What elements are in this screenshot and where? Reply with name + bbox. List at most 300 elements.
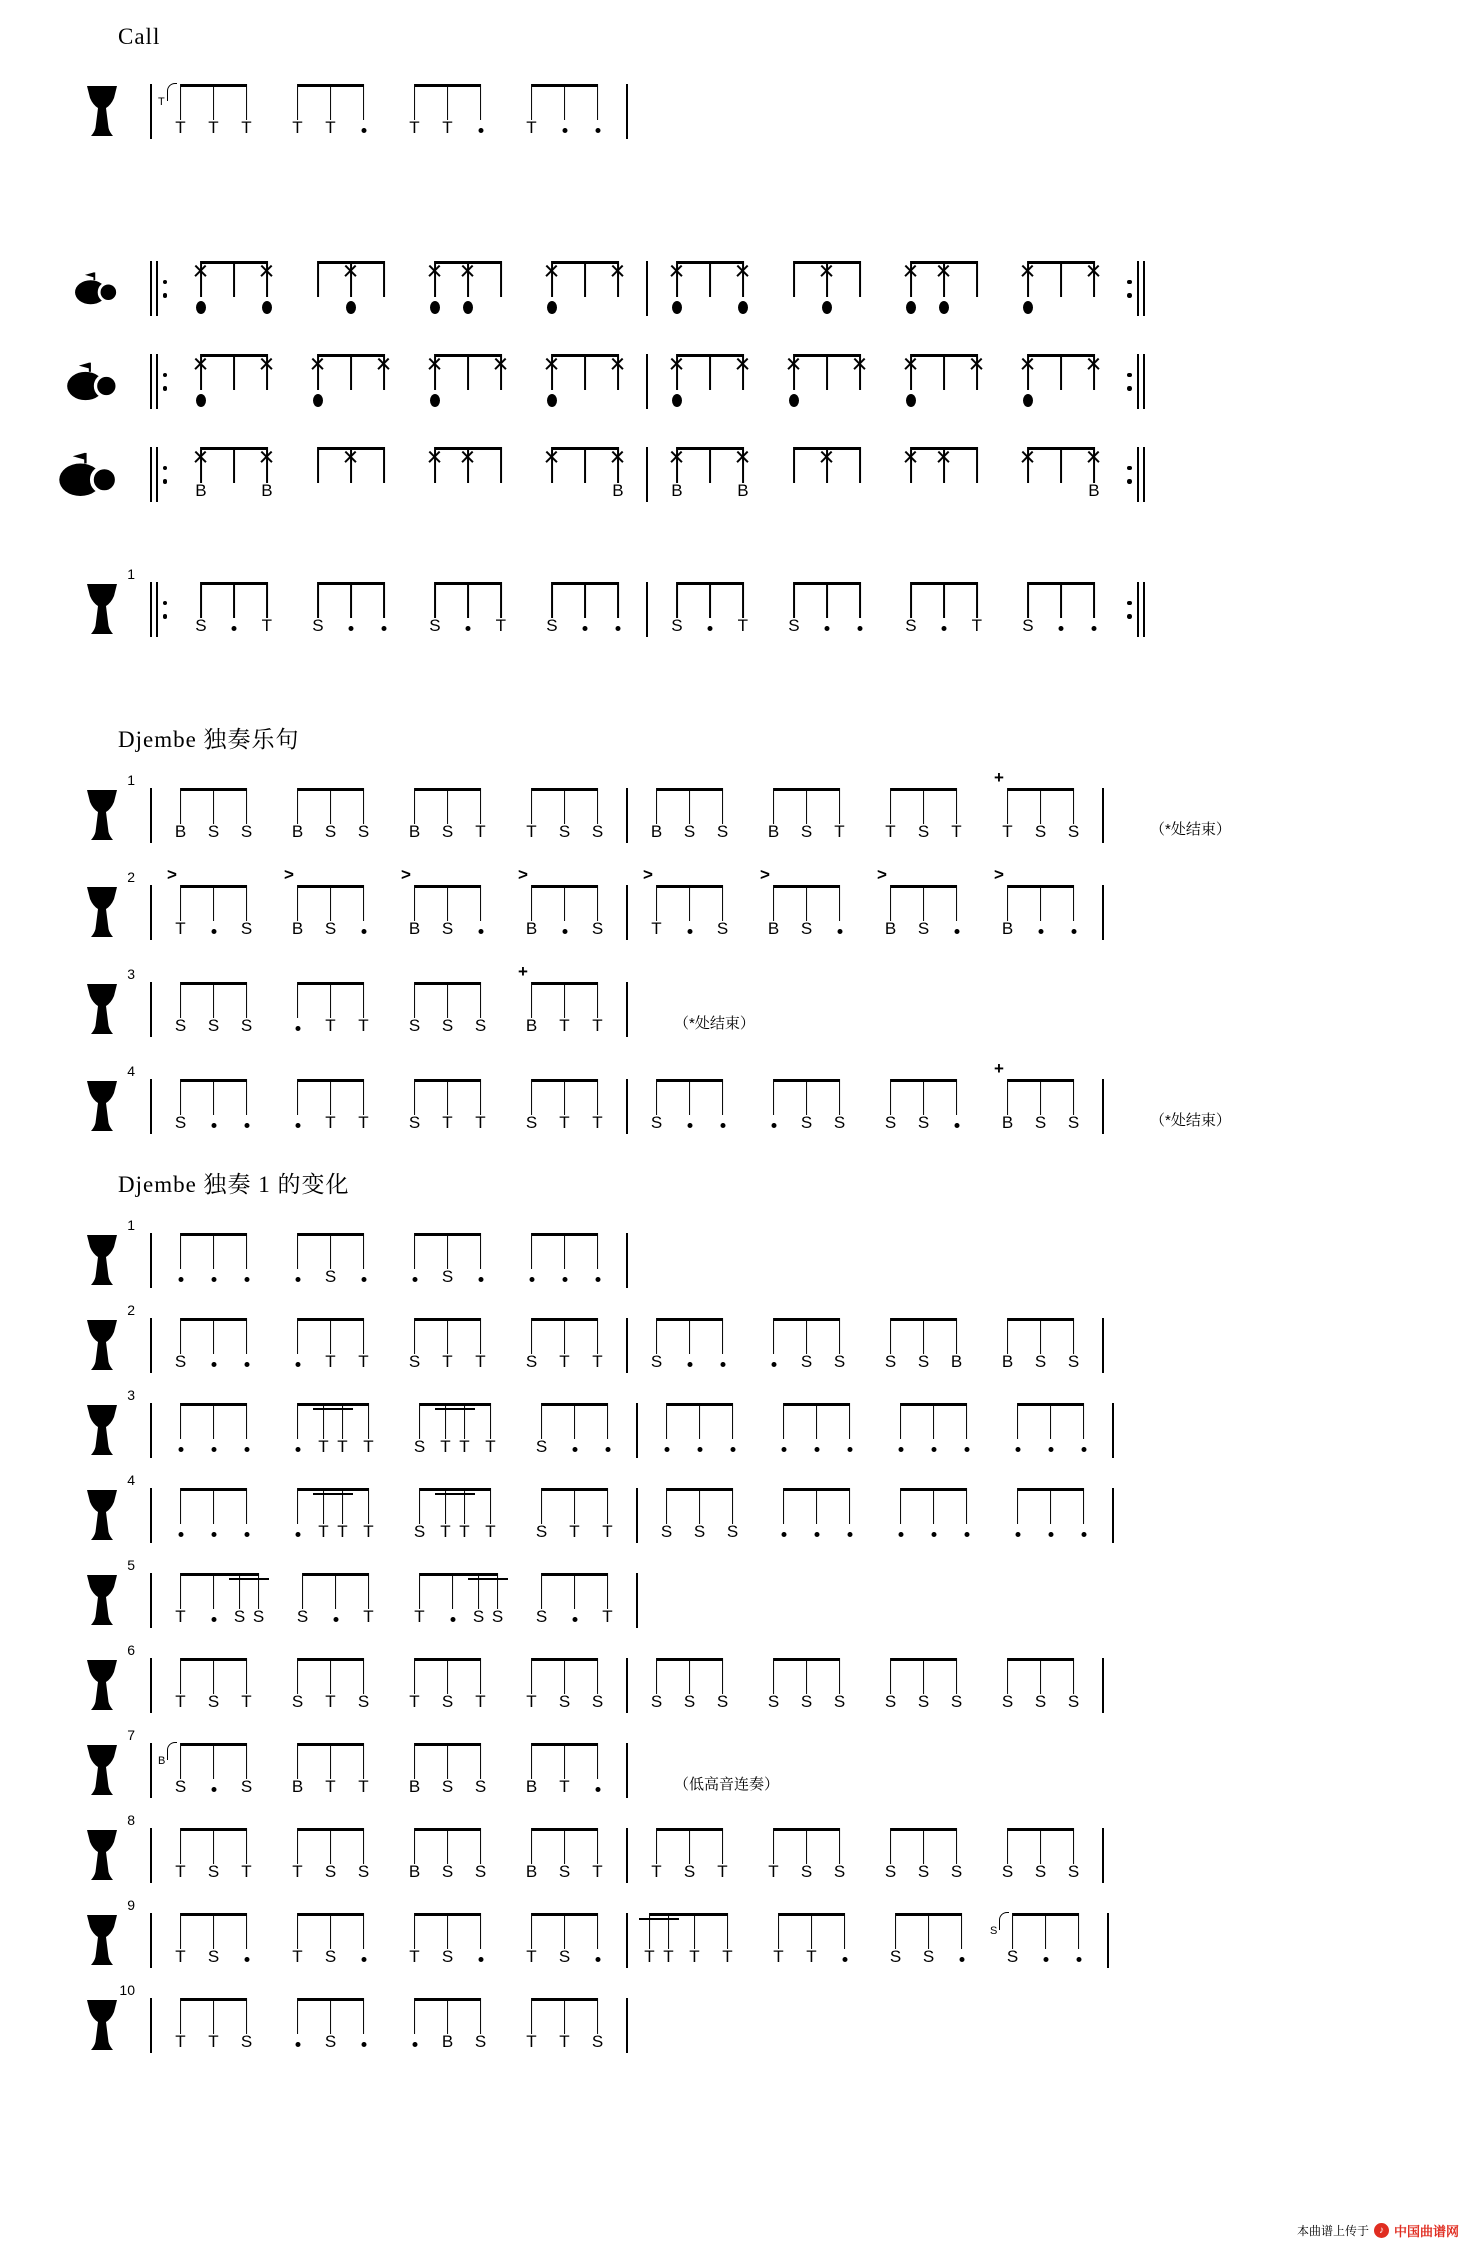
- stem: [447, 1743, 449, 1779]
- note-cell: [927, 447, 960, 502]
- notation-line: [0, 1980, 1477, 2053]
- rest-dot: [842, 1957, 847, 1962]
- stem: [213, 84, 215, 120]
- bell-x-notehead: [1021, 357, 1034, 370]
- beam-group: [403, 1573, 507, 1628]
- stroke-letter: T: [325, 1113, 336, 1132]
- note-cell: [431, 1913, 464, 1968]
- stroke-letter: S: [800, 1113, 813, 1132]
- note-cell: [230, 1913, 263, 1968]
- note-cell: [515, 865, 548, 940]
- stem: [246, 982, 248, 1018]
- rest-dot: [361, 1277, 366, 1282]
- stem: [180, 1573, 182, 1609]
- beam-group: [762, 1913, 861, 1968]
- beam-group: [515, 1998, 614, 2053]
- stroke-letter: S: [1067, 1692, 1080, 1711]
- note-cell: [197, 1318, 230, 1373]
- stroke-letter: T: [363, 1522, 374, 1541]
- note-cell: [431, 1828, 464, 1883]
- stroke-letter: T: [559, 1113, 570, 1132]
- stroke-letter: T: [175, 2032, 186, 2051]
- stroke-letter: S: [535, 1607, 548, 1626]
- stroke-letter: T: [442, 1113, 453, 1132]
- stem: [180, 1488, 182, 1524]
- bar-stroke: [150, 582, 152, 637]
- note-cell: [230, 1079, 263, 1134]
- stroke-letter: T: [663, 1947, 674, 1966]
- repeat-dots: [163, 466, 168, 484]
- stroke-letter: S: [474, 1777, 487, 1796]
- rest-dot: [211, 1277, 216, 1282]
- stem: [500, 582, 502, 618]
- stroke-letter: S: [324, 822, 337, 841]
- rest-dot: [1081, 1447, 1086, 1452]
- stem: [793, 582, 795, 618]
- stem: [839, 1658, 841, 1694]
- repeat-dot: [1127, 479, 1132, 484]
- note-cell: [601, 354, 634, 409]
- grace-note-letter: S: [990, 1925, 998, 1937]
- instrument-column: [0, 566, 150, 636]
- stem: [839, 1318, 841, 1354]
- beam-group: [535, 354, 634, 409]
- rest-dot: [605, 1447, 610, 1452]
- beam-group: [515, 788, 614, 843]
- note-cell: [568, 582, 601, 637]
- note-cell: [548, 1079, 581, 1134]
- bar-stroke: [1137, 582, 1139, 637]
- note-cell: [790, 1079, 823, 1134]
- beam-group: [164, 1658, 263, 1713]
- barline: [626, 1318, 628, 1373]
- beam-group: [164, 1318, 263, 1373]
- bell-x-notehead: [904, 450, 917, 463]
- beam-group: [640, 1318, 739, 1373]
- repeat-end-barline: [1122, 582, 1144, 637]
- stem: [806, 1658, 808, 1694]
- bar-stroke: [150, 447, 152, 502]
- note-cell: [314, 1913, 347, 1968]
- bell-x-notehead: [344, 264, 357, 277]
- stem: [213, 1998, 215, 2034]
- beam-group: [767, 1403, 866, 1458]
- note-cell: [874, 788, 907, 843]
- beam-group: [991, 1658, 1090, 1713]
- note-cell: [960, 354, 993, 409]
- dunun-small-icon: [74, 271, 120, 305]
- stem: [180, 1233, 182, 1269]
- stroke-letter: B: [174, 822, 187, 841]
- stroke-letter: T: [737, 616, 749, 635]
- stem: [689, 885, 691, 921]
- note-cell: [398, 788, 431, 843]
- note-cell: [464, 788, 497, 843]
- stem: [1007, 788, 1009, 824]
- stroke-letter: S: [1001, 1692, 1014, 1711]
- stem: [317, 447, 319, 483]
- stem: [297, 1913, 299, 1949]
- beam-group: [777, 447, 876, 502]
- stem: [1007, 1318, 1009, 1354]
- note-cell: [431, 885, 464, 940]
- beam-group: [515, 1743, 614, 1798]
- stem: [597, 1233, 599, 1269]
- stem: [1060, 582, 1062, 618]
- stem: [607, 1403, 609, 1439]
- stem: [342, 1403, 344, 1439]
- note-cell: [833, 1403, 866, 1458]
- stroke-letter: S: [429, 616, 441, 635]
- stem: [363, 1233, 365, 1269]
- instrument-column: [0, 84, 150, 138]
- stroke-letter: T: [358, 1113, 369, 1132]
- stroke-letter: S: [1001, 1862, 1014, 1881]
- note-cell: [314, 1658, 347, 1713]
- note-cell: [907, 1828, 940, 1883]
- rest-dot: [333, 1617, 338, 1622]
- beam-group: [660, 354, 759, 409]
- barline: [626, 1079, 628, 1134]
- stem: [1040, 1079, 1042, 1115]
- repeat-dot: [163, 280, 168, 285]
- stem: [849, 1488, 851, 1524]
- note-cell: [197, 84, 230, 139]
- stem: [890, 1079, 892, 1115]
- note-cell: [591, 1488, 624, 1543]
- repeat-dots: [163, 601, 168, 619]
- beam-group: [991, 1059, 1090, 1134]
- note-cell: [164, 788, 197, 843]
- line-number: 6: [127, 1642, 135, 1658]
- note-cell: [907, 1658, 940, 1713]
- note-cell: [431, 1743, 464, 1798]
- note-cell: [525, 1488, 558, 1543]
- stem: [383, 447, 385, 483]
- rest-dot: [231, 626, 236, 631]
- note-cell: [1011, 447, 1044, 502]
- beam-group: [757, 1658, 856, 1713]
- note-cell: [726, 261, 759, 316]
- note-cell: [777, 582, 810, 637]
- ending-mark: +: [994, 1059, 1004, 1078]
- beam-group: [281, 1913, 380, 1968]
- stem: [200, 582, 202, 618]
- stem: [923, 885, 925, 921]
- beam-group: [525, 1573, 624, 1628]
- bell-x-notehead: [611, 357, 624, 370]
- stem: [564, 1998, 566, 2034]
- stroke-letter: T: [337, 1437, 348, 1456]
- stem: [826, 582, 828, 618]
- beam-group: [301, 447, 400, 502]
- stroke-letter: S: [240, 1777, 253, 1796]
- stem: [246, 1079, 248, 1115]
- stroke-letter: S: [525, 1352, 538, 1371]
- annotation: （*处结束）: [1150, 1112, 1231, 1129]
- stem: [445, 1488, 447, 1524]
- note-cell: [281, 1318, 314, 1373]
- stroke-letter: T: [485, 1522, 496, 1541]
- annotation: （低高音连奏）: [674, 1776, 780, 1793]
- note-cell: [650, 1403, 683, 1458]
- note-cell: [367, 582, 400, 637]
- stem: [976, 582, 978, 618]
- barline: [1102, 885, 1104, 940]
- drum-notehead: [822, 301, 832, 314]
- beam-group: [301, 582, 400, 637]
- note-cell: [640, 1658, 673, 1713]
- note-cell: [301, 261, 334, 316]
- note-cell: [874, 865, 907, 940]
- site-name-link[interactable]: 中国曲谱网: [1393, 2224, 1459, 2239]
- stroke-letter: S: [1006, 1947, 1019, 1966]
- stem: [597, 1998, 599, 2034]
- stem: [1073, 1079, 1075, 1115]
- stem: [859, 261, 861, 297]
- notation-line: [0, 429, 1477, 502]
- stem: [531, 84, 533, 120]
- stroke-letter: S: [535, 1437, 548, 1456]
- beam-group: [874, 865, 973, 940]
- stem: [574, 1488, 576, 1524]
- note-cell: [673, 1318, 706, 1373]
- stem: [233, 447, 235, 483]
- rest-dot: [295, 1123, 300, 1128]
- note-cell: [197, 982, 230, 1037]
- bar-stroke: [156, 354, 158, 409]
- beam-group: [660, 582, 759, 637]
- beam-group: [757, 1828, 856, 1883]
- note-cell: [767, 1403, 800, 1458]
- note-cell: [894, 261, 927, 316]
- beam-group: [158, 84, 263, 139]
- djembe-icon: [84, 1472, 135, 1541]
- stem: [574, 1573, 576, 1609]
- stem: [564, 788, 566, 824]
- stem: [564, 1828, 566, 1864]
- stroke-letter: T: [526, 1947, 537, 1966]
- stroke-letter: S: [833, 1692, 846, 1711]
- stroke-letter: T: [358, 1016, 369, 1035]
- note-cell: [767, 1488, 800, 1543]
- note-cell: [991, 768, 1024, 843]
- beam-group: [515, 1658, 614, 1713]
- stem: [480, 1998, 482, 2034]
- rest-dot: [847, 1532, 852, 1537]
- stem: [727, 1913, 729, 1949]
- barline: [150, 788, 152, 843]
- beam-group: [281, 1658, 380, 1713]
- note-cell: [347, 1079, 380, 1134]
- note-cell: [693, 261, 726, 316]
- stroke-letter: T: [592, 1016, 603, 1035]
- note-cell: [917, 1403, 950, 1458]
- note-cell: [548, 1998, 581, 2053]
- stroke-letter: S: [546, 616, 558, 635]
- note-cell: [673, 1658, 706, 1713]
- stem: [668, 1913, 670, 1949]
- rest-dot: [1076, 1957, 1081, 1962]
- beam-group: [991, 1828, 1090, 1883]
- note-cell: [515, 1233, 548, 1288]
- djembe-icon: [84, 85, 120, 137]
- notation-line: [0, 564, 1477, 637]
- note-cell: [716, 1488, 749, 1543]
- stem: [531, 982, 533, 1018]
- stroke-letter: S: [408, 1113, 421, 1132]
- stroke-letter: B: [950, 1352, 963, 1371]
- beam-group: [640, 865, 739, 940]
- note-cell: [990, 1913, 1029, 1968]
- note-cell: [164, 865, 197, 940]
- note-cell: [281, 1913, 314, 1968]
- beam-group: [660, 261, 759, 316]
- stroke-letter: S: [558, 1862, 571, 1881]
- rest-dot: [697, 1447, 702, 1452]
- notation-line: [0, 1555, 1477, 1628]
- stem: [699, 1488, 701, 1524]
- stem: [363, 1079, 365, 1115]
- instrument-column: [0, 772, 150, 842]
- measure: [164, 1403, 624, 1458]
- rest-dot: [178, 1277, 183, 1282]
- stroke-letter: S: [591, 1692, 604, 1711]
- rest-dot: [478, 1957, 483, 1962]
- note-cell: [535, 447, 568, 502]
- section-title: Djembe 独奏乐句: [118, 727, 300, 752]
- bell-x-notehead: [428, 450, 441, 463]
- beam-group: [184, 447, 283, 502]
- stem: [574, 1403, 576, 1439]
- note-cell: [398, 982, 431, 1037]
- stroke-letter: S: [693, 1522, 706, 1541]
- beam-group: [515, 1318, 614, 1373]
- bell-x-notehead: [820, 450, 833, 463]
- stem: [859, 447, 861, 483]
- stroke-letter: S: [472, 1607, 485, 1626]
- note-cell: [314, 788, 347, 843]
- instrument-column: [0, 447, 150, 501]
- stroke-letter: T: [475, 1113, 486, 1132]
- beam-group: [398, 1318, 497, 1373]
- note-cell: [757, 788, 790, 843]
- barline: [626, 84, 628, 139]
- beam-group: [1001, 1403, 1100, 1458]
- stem: [806, 788, 808, 824]
- repeat-dots: [1127, 601, 1132, 619]
- stem: [943, 354, 945, 390]
- note-cell: [334, 582, 367, 637]
- note-cell: [1011, 261, 1044, 316]
- beam-group: [640, 1913, 744, 1968]
- beam-group: [184, 582, 283, 637]
- stem: [890, 1828, 892, 1864]
- bar-stroke: [1137, 354, 1139, 409]
- stem: [607, 1488, 609, 1524]
- stem: [1027, 582, 1029, 618]
- bell-x-notehead: [1087, 450, 1100, 463]
- grace-note-hook: [167, 1742, 177, 1760]
- stem: [656, 1828, 658, 1864]
- barline: [150, 84, 152, 139]
- note-cell: [581, 982, 614, 1037]
- stem: [335, 1573, 337, 1609]
- note-cell: [927, 261, 960, 316]
- stem: [923, 1658, 925, 1694]
- stroke-letter: T: [363, 1607, 374, 1626]
- stroke-letter: S: [441, 919, 454, 938]
- rest-dot: [1081, 1532, 1086, 1537]
- stroke-letter: S: [1034, 1692, 1047, 1711]
- stem: [584, 261, 586, 297]
- note-cell: [281, 982, 314, 1037]
- note-cell: [1077, 354, 1110, 409]
- note-cell: [464, 1233, 497, 1288]
- instrument-column: [0, 1387, 150, 1457]
- stem: [330, 982, 332, 1018]
- rest-dot: [824, 626, 829, 631]
- bell-x-notehead: [377, 357, 390, 370]
- note-cell: [281, 1658, 314, 1713]
- beam-group: [281, 1488, 385, 1543]
- rest-dot: [1038, 929, 1043, 934]
- stem: [676, 582, 678, 618]
- note-cell: [164, 1573, 197, 1628]
- note-cell: [431, 84, 464, 139]
- notation-line: [0, 243, 1477, 316]
- repeat-dots: [1127, 280, 1132, 298]
- stroke-letter: S: [716, 1692, 729, 1711]
- measure: [640, 1828, 1090, 1883]
- section-title: Call: [118, 24, 161, 49]
- stroke-letter: S: [917, 1862, 930, 1881]
- rest-dot: [1048, 1532, 1053, 1537]
- repeat-end-barline: [1122, 447, 1144, 502]
- drum-notehead: [939, 301, 949, 314]
- beam-group: [164, 1913, 263, 1968]
- stroke-letter: B: [261, 481, 273, 500]
- note-cell: [950, 1488, 983, 1543]
- note-cell: [515, 1913, 548, 1968]
- note-cell: [352, 1573, 385, 1628]
- stroke-letter: B: [408, 822, 421, 841]
- stem: [1073, 1828, 1075, 1864]
- bar-stroke: [1137, 261, 1139, 316]
- stroke-letter: S: [558, 1692, 571, 1711]
- stroke-letter: S: [917, 822, 930, 841]
- stem: [419, 1488, 421, 1524]
- stem: [233, 261, 235, 297]
- stem: [480, 982, 482, 1018]
- stem: [806, 1079, 808, 1115]
- note-cell: [164, 1403, 197, 1458]
- stroke-letter: B: [1001, 1113, 1014, 1132]
- stroke-letter: S: [800, 1862, 813, 1881]
- note-cell: [515, 84, 548, 139]
- stem: [597, 885, 599, 921]
- beam-group: [894, 261, 993, 316]
- note-cell: [693, 582, 726, 637]
- stroke-letter: B: [884, 919, 897, 938]
- stem: [213, 1743, 215, 1779]
- stroke-letter: S: [884, 1862, 897, 1881]
- measure: [164, 1233, 614, 1288]
- measure: [184, 447, 634, 502]
- stroke-letter: T: [325, 118, 336, 137]
- drum-notehead: [547, 394, 557, 407]
- stroke-letter: S: [950, 1862, 963, 1881]
